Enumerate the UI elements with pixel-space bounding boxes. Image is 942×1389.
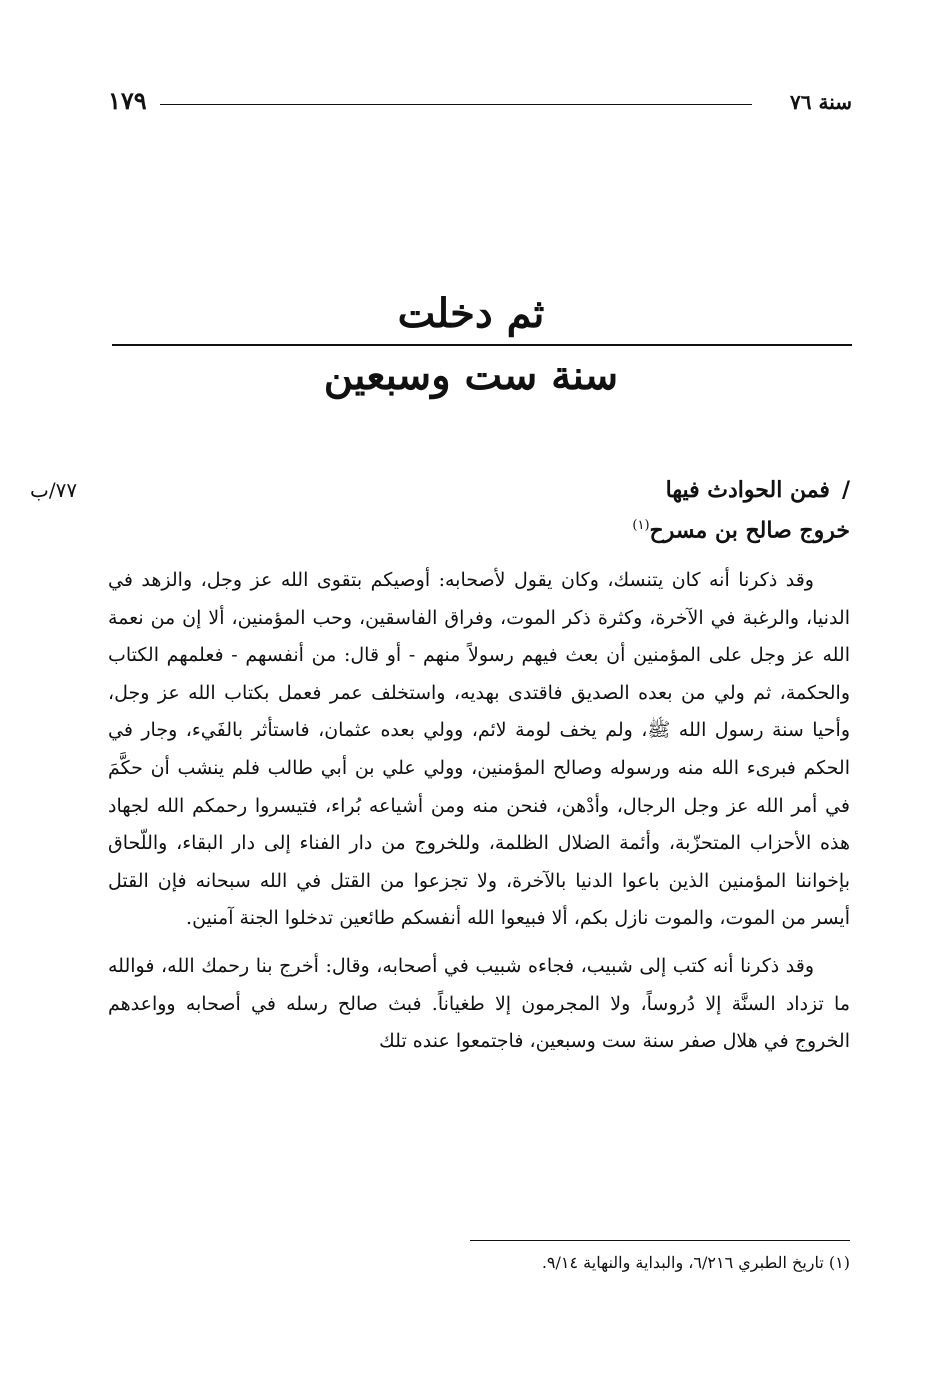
running-header	[108, 84, 852, 120]
manuscript-folio-note: ٧٧/ب	[30, 478, 78, 502]
section-heading-text: فمن الحوادث فيها	[665, 477, 830, 503]
body-text	[108, 562, 850, 1061]
footnote-reference: (١)	[632, 518, 650, 533]
paragraph: وقد ذكرنا أنه كان يتنسك، وكان يقول لأصحابه: أوصيكم بتقوى الله عز وجل، والزهد في الدنيا، والرغبة في الآخرة، وكثرة ذكر الموت، وفراق الفاسقين، وحب المؤمنين، ألا إن من نعمة الله عز وجل على المؤمنين أن بعث فيهم رسولاً منهم - أو قال: من أنفسهم - فعلمهم الكتاب والحكمة، ثم ولي من بعده الصديق فاقتدى بهديه، واستخلف عمر فعمل بكتاب الله عز وجل، وأحيا سنة رسول الله ﷺ، ولم يخف لومة لائم، وولي بعده عثمان، فاستأثر بالفَيء، وجار في الحكم فبرىء الله منه ورسوله وصالح المؤمنين، وولي علي بن أبي طالب فلم ينشب أن حكَّمَ في أمر الله عز وجل الرجال، وأدْهن، فنحن منه ومن أشياعه بُراء، فتيسروا رحمكم الله لجهاد هذه الأحزاب المتحزّبة، وأئمة الضلال الظلمة، وللخروج من دار الفناء إلى دار البقاء، واللّحاق بإخواننا المؤمنين الذين باعوا الدنيا بالآخرة، ولا تجزعوا من القتل في الله سبحانه فإن القتل أيسر من الموت، والموت نازل بكم، ألا فبيعوا الله أنفسكم طائعين تدخلوا الجنة آمنين.	[108, 569, 850, 930]
footnote: (١) تاريخ الطبري ٦/٢١٦، والبداية والنهاية ٩/١٤.	[541, 1253, 850, 1272]
sub-heading	[632, 510, 850, 546]
title-then-entered: ثم دخلت	[397, 290, 545, 337]
title-year: سنة ست وسبعين	[323, 352, 619, 399]
footnote-divider	[470, 1240, 850, 1241]
page-number: ١٧٩	[108, 86, 147, 115]
sub-heading-text: خروج صالح بن مسرح	[649, 517, 850, 544]
paragraph: وقد ذكرنا أنه كتب إلى شبيب، فجاءه شبيب في أصحابه، وقال: أخرج بنا رحمك الله، فوالله ما تزداد السنَّة إلا دُروساً، ولا المجرمون إلا طغياناً. فبث صالح رسله في أصحابه وواعدهم الخروج في هلال صفر سنة ست وسبعين، فاجتمعوا عنده تلك	[108, 954, 850, 1053]
title-divider	[112, 344, 852, 346]
folio-separator: /	[841, 477, 850, 503]
header-rule	[160, 104, 752, 105]
running-header-year: سنة ٧٦	[790, 90, 852, 114]
section-heading	[666, 474, 850, 506]
